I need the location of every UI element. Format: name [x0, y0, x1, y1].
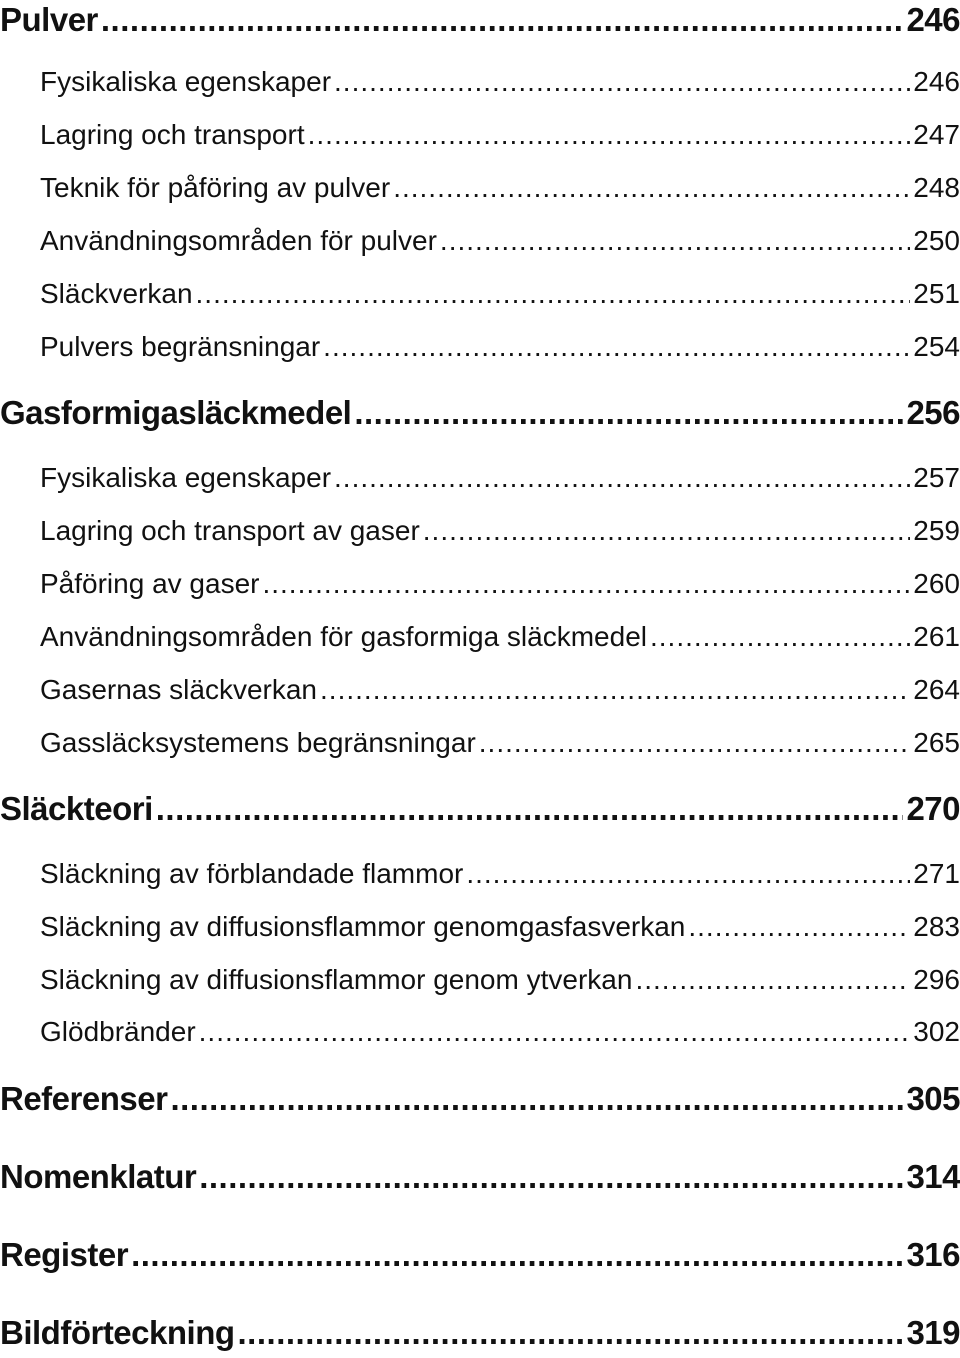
- dot-leader: [466, 856, 910, 892]
- toc-page-number: 256: [906, 394, 960, 431]
- toc-subsection-title: Släckverkan: [40, 278, 193, 309]
- toc-section-nomenklatur[interactable]: [0, 1157, 960, 1197]
- toc-page-number: 259: [913, 515, 960, 546]
- dot-leader: [479, 725, 911, 761]
- dot-leader: [688, 909, 910, 945]
- toc-section-title: Gasformigasläckmedel: [0, 394, 352, 431]
- toc-subsection-title: Pulvers begränsningar: [40, 331, 321, 362]
- toc-subsection-title: Släckning av diffusionsflammor genomgasfasverkan: [40, 911, 686, 942]
- dot-leader: [334, 64, 910, 100]
- dot-leader: [440, 223, 910, 259]
- toc-page-number: 251: [913, 278, 960, 309]
- toc-subsection-title: Glödbränder: [40, 1016, 196, 1047]
- toc-page-number: 257: [913, 462, 960, 493]
- toc-subsection[interactable]: [40, 619, 960, 655]
- toc-page-number: 246: [913, 66, 960, 97]
- toc-page-number: 250: [913, 225, 960, 256]
- dot-leader: [308, 117, 911, 153]
- toc-subsection-title: Släckning av diffusionsflammor genom ytverkan: [40, 964, 633, 995]
- toc-page-number: 271: [913, 858, 960, 889]
- dot-leader: [354, 393, 903, 433]
- toc-section-title: Bildförteckning: [0, 1314, 235, 1351]
- dot-leader: [635, 962, 910, 998]
- dot-leader: [334, 460, 910, 496]
- toc-page-number: 264: [913, 674, 960, 705]
- toc-section-gasformigasläckmedel[interactable]: [0, 393, 960, 433]
- toc-subsection[interactable]: [40, 64, 960, 100]
- toc-subsection[interactable]: [40, 460, 960, 496]
- dot-leader: [262, 566, 910, 602]
- toc-subsection[interactable]: [40, 672, 960, 708]
- dot-leader: [320, 672, 910, 708]
- dot-leader: [101, 0, 904, 40]
- toc-page-number: 305: [906, 1080, 960, 1117]
- toc-subsection[interactable]: [40, 223, 960, 259]
- toc-page-number: 316: [906, 1236, 960, 1273]
- toc-subsection[interactable]: [40, 513, 960, 549]
- toc-subsection[interactable]: [40, 1014, 960, 1050]
- dot-leader: [393, 170, 910, 206]
- toc-page-number: 265: [913, 727, 960, 758]
- toc-subsection-title: Teknik för påföring av pulver: [40, 172, 391, 203]
- toc-subsection-title: Påföring av gaser: [40, 568, 260, 599]
- dot-leader: [199, 1157, 903, 1197]
- toc-section-referenser[interactable]: [0, 1079, 960, 1119]
- toc-subsection-title: Lagring och transport av gaser: [40, 515, 420, 546]
- toc-subsection[interactable]: [40, 566, 960, 602]
- toc-page-number: 283: [913, 911, 960, 942]
- toc-subsection-title: Användningsområden för pulver: [40, 225, 437, 256]
- toc-page-number: 296: [913, 964, 960, 995]
- toc-section-title: Register: [0, 1236, 129, 1273]
- toc-subsection-title: Fysikaliska egenskaper: [40, 462, 332, 493]
- toc-subsection-title: Användningsområden för gasformiga släckmedel: [40, 621, 647, 652]
- toc-section-register[interactable]: [0, 1235, 960, 1275]
- dot-leader: [131, 1235, 903, 1275]
- toc-section-släckteori[interactable]: [0, 789, 960, 829]
- toc-subsection[interactable]: [40, 725, 960, 761]
- toc-section-title: Pulver: [0, 1, 98, 38]
- toc-page-number: 319: [906, 1314, 960, 1351]
- dot-leader: [323, 329, 910, 365]
- toc-subsection-title: Släckning av förblandade flammor: [40, 858, 464, 889]
- toc-subsection[interactable]: [40, 170, 960, 206]
- toc-page-number: 248: [913, 172, 960, 203]
- toc-page-number: 314: [906, 1158, 960, 1195]
- dot-leader: [238, 1313, 904, 1353]
- dot-leader: [650, 619, 910, 655]
- dot-leader: [196, 276, 911, 312]
- toc-subsection-title: Gasernas släckverkan: [40, 674, 318, 705]
- toc-section-title: Släckteori: [0, 790, 153, 827]
- toc-section-title: Nomenklatur: [0, 1158, 197, 1195]
- dot-leader: [199, 1014, 911, 1050]
- toc-page-number: 260: [913, 568, 960, 599]
- dot-leader: [170, 1079, 903, 1119]
- toc-subsection[interactable]: [40, 117, 960, 153]
- toc-page-number: 270: [906, 790, 960, 827]
- dot-leader: [423, 513, 911, 549]
- toc-section-title: Referenser: [0, 1080, 168, 1117]
- toc-subsection-title: Gassläcksystemens begränsningar: [40, 727, 476, 758]
- toc-page-number: 302: [913, 1016, 960, 1047]
- toc-subsection[interactable]: [40, 329, 960, 365]
- toc-subsection[interactable]: [40, 276, 960, 312]
- toc-section-pulver[interactable]: [0, 0, 960, 40]
- dot-leader: [156, 789, 904, 829]
- toc-page-number: 261: [913, 621, 960, 652]
- toc-page-number: 247: [913, 119, 960, 150]
- toc-subsection-title: Lagring och transport: [40, 119, 305, 150]
- toc-page-number: 246: [906, 1, 960, 38]
- toc-subsection[interactable]: [40, 909, 960, 945]
- toc-page-number: 254: [913, 331, 960, 362]
- toc-subsection[interactable]: [40, 962, 960, 998]
- toc-section-bildförteckning[interactable]: [0, 1313, 960, 1353]
- toc-subsection[interactable]: [40, 856, 960, 892]
- toc-subsection-title: Fysikaliska egenskaper: [40, 66, 332, 97]
